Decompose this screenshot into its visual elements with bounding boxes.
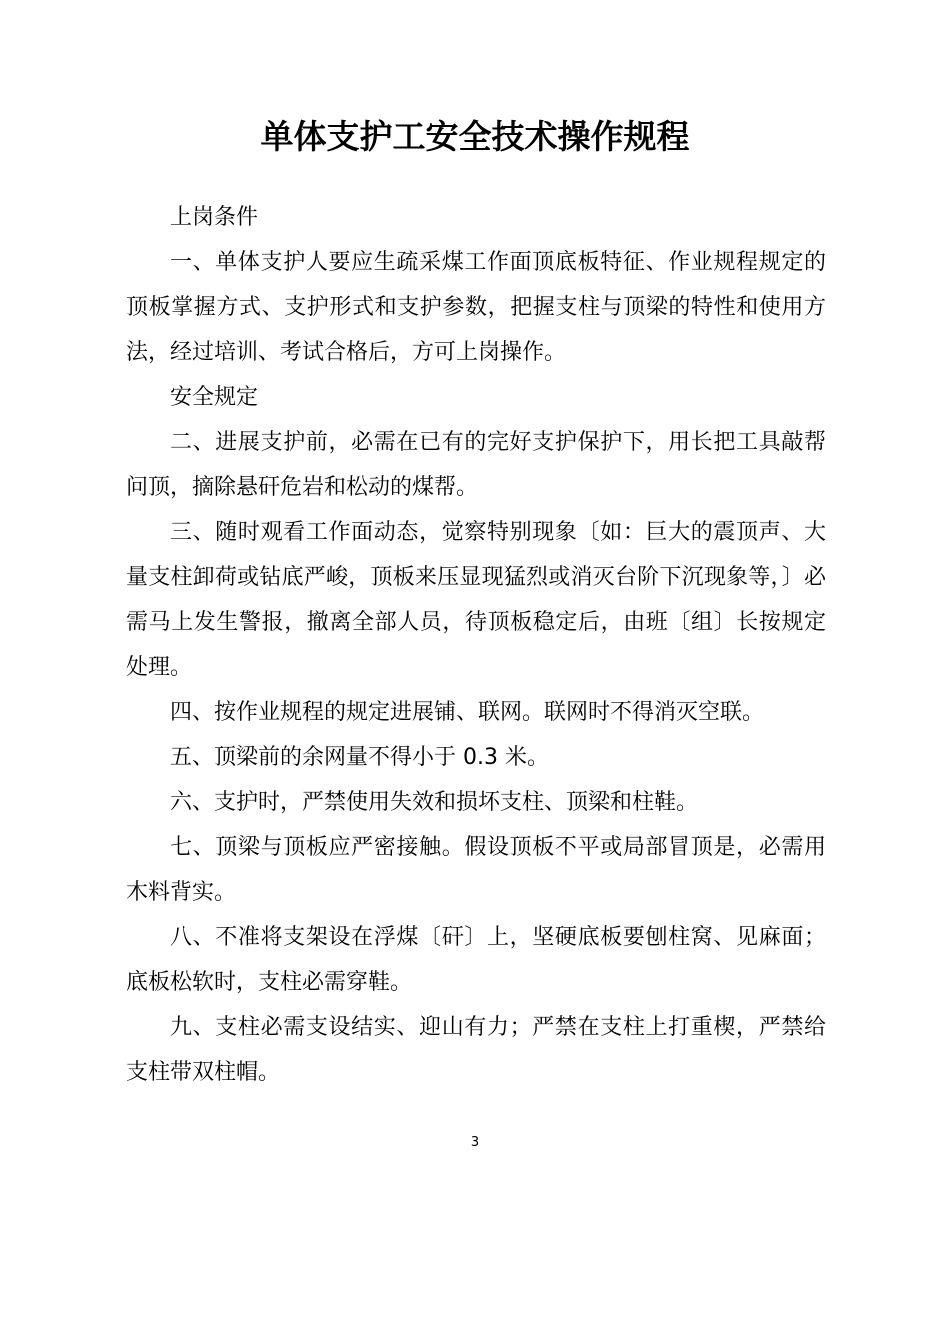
section-heading-safety: 安全规定 (170, 385, 259, 410)
paragraph-1: 一、单体支护人要应生疏采煤工作面顶底板特征、作业规程规定的顶板掌握方式、支护形式和支护参数，把握支柱与顶梁的特性和使用方法，经过培训、考试合格后，方可上岗操作。 (126, 250, 826, 365)
paragraph-9: 九、支柱必需支设结实、迎山有力；严禁在支柱上打重楔，严禁给支柱带双柱帽。 (126, 1015, 826, 1085)
paragraph-8: 八、不准将支架设在浮煤〔矸〕上，坚硬底板要刨柱窝、见麻面；底板松软时，支柱必需穿鞋。 (126, 925, 826, 995)
paragraph-4: 四、按作业规程的规定进展铺、联网。联网时不得消灭空联。 (170, 700, 765, 725)
document-title: 单体支护工安全技术操作规程 (260, 117, 690, 156)
page-number: 3 (470, 1135, 480, 1150)
paragraph-6: 六、支护时，严禁使用失效和损坏支柱、顶梁和柱鞋。 (170, 790, 699, 815)
section-heading-qualification: 上岗条件 (170, 205, 259, 230)
document-body (126, 195, 826, 1095)
paragraph-7: 七、顶梁与顶板应严密接触。假设顶板不平或局部冒顶是，必需用木料背实。 (126, 835, 826, 905)
paragraph-2: 二、进展支护前，必需在已有的完好支护保护下，用长把工具敲帮问顶，摘除悬矸危岩和松动的煤帮。 (126, 430, 826, 500)
paragraph-5: 五、顶梁前的余网量不得小于 0.3 米。 (170, 745, 549, 770)
paragraph-3: 三、随时观看工作面动态，觉察特别现象〔如：巨大的震顶声、大量支柱卸荷或钻底严峻，顶板来压显现猛烈或消灭台阶下沉现象等，〕必需马上发生警报，撤离全部人员，待顶板稳定后，由班〔组〕长按规定处理。 (126, 520, 826, 680)
